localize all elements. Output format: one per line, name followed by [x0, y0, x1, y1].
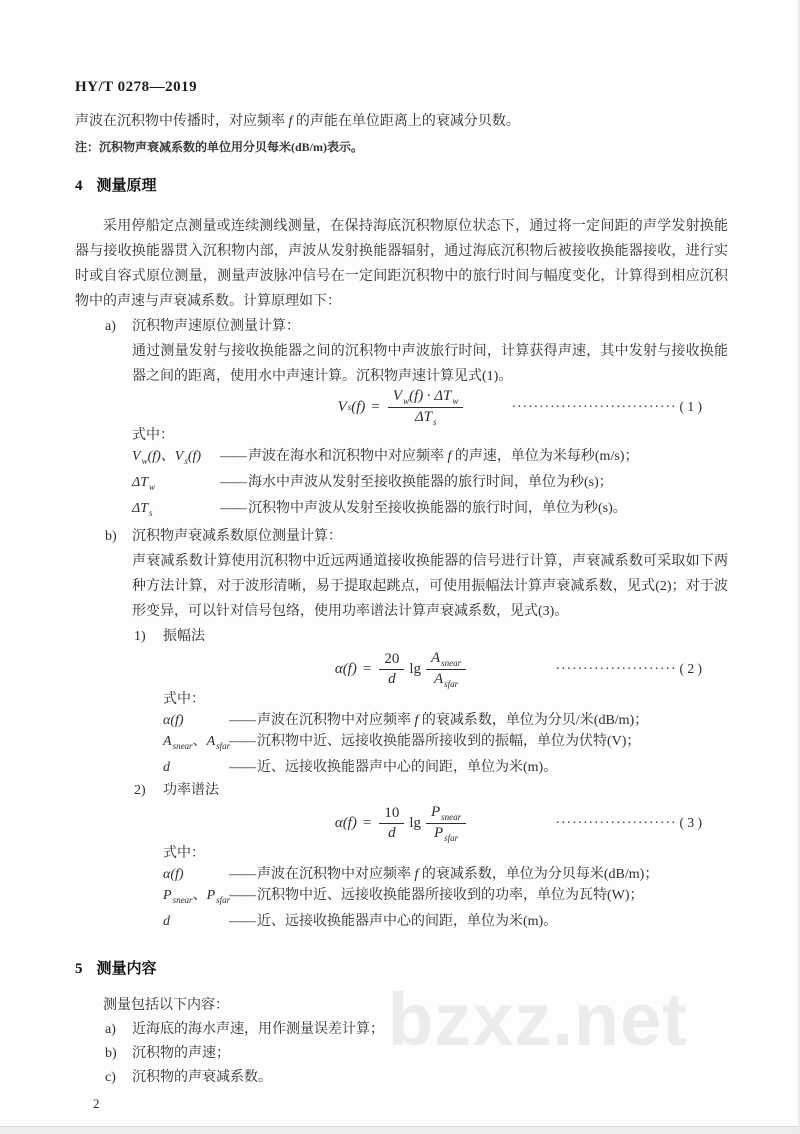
sym-p-sub2: sfar	[216, 895, 231, 905]
equation-3	[75, 803, 728, 843]
list-item-b-body: 声衰减系数计算使用沉积物中近远两通道接收换能器的信号进行计算，声衰减系数可采取如下两种方法计算，对于波形清晰，易于提取起跳点，可使用振幅法计算声衰减系数，见式(2)；对于波形变异，可以针对信号包络，使用功率谱法计算声衰减系数，见式(3)。	[132, 554, 728, 619]
eq1-num-arg: (f)	[409, 387, 424, 404]
sym-alpha-base: α	[163, 867, 171, 882]
eq3-coef-num: 10	[379, 805, 404, 824]
sym-v-b2: V	[174, 449, 184, 464]
sym-a-sub2: sfar	[216, 741, 231, 751]
section-5-intro: 测量包括以下内容：	[103, 998, 229, 1013]
eq2-ratio-den	[426, 670, 466, 689]
desc-post: 的衰减系数，单位为分贝/米(dB/m)；	[418, 713, 649, 728]
eq1-den-dt: ΔT	[414, 408, 432, 425]
em-dash: ——	[229, 867, 255, 882]
eq1-lhs-arg: (f)	[351, 398, 366, 415]
section-4-heading	[75, 177, 728, 196]
sym-a-b1: A	[163, 734, 172, 749]
page-bottom-edge	[0, 1126, 798, 1134]
list-item-b-content	[132, 524, 728, 624]
sym-v-b1: V	[132, 449, 141, 464]
eq3-lg-operator: lg	[409, 814, 421, 831]
sub-item-2-label: 2)	[134, 783, 146, 798]
eq3-lhs-arg: (f)	[342, 814, 357, 831]
sym-v-sub2: s	[184, 456, 188, 466]
section-4-title: 测量原理	[96, 178, 157, 194]
eq1-num-v: V	[392, 387, 403, 404]
section-5-item-a	[75, 1018, 728, 1042]
list-item-b-title: 沉积物声衰减系数原位测量计算：	[132, 529, 342, 544]
desc-pre: 声波在沉积物中对应频率	[257, 713, 415, 728]
eq1-symbol-table	[75, 446, 728, 524]
sym-v-m1: (f)、	[147, 449, 175, 464]
eq1-num-dt-sub: w	[452, 395, 459, 406]
eq1-symbol-dts	[132, 498, 220, 524]
eq2-symbol-row-alpha	[163, 710, 728, 731]
eq3-symbol-powers	[163, 885, 229, 911]
section-5-item-c	[75, 1066, 728, 1090]
eq1-symbol-v-desc	[248, 446, 728, 472]
sym-a-sep: 、	[192, 734, 207, 749]
eq3-dot-leader: ······················	[555, 815, 677, 830]
eq3-ratio-num-sub: snear	[441, 811, 462, 822]
desc-var-f: f	[447, 449, 452, 464]
section-5-item-c-text: 沉积物的声衰减系数。	[132, 1070, 272, 1085]
eq3-ratio-num	[426, 804, 466, 824]
eq1-symbol-row-dtw	[132, 472, 728, 498]
eq2-symbol-amplitudes	[163, 731, 229, 757]
sub-item-1	[75, 624, 728, 649]
section-5-title: 测量内容	[96, 961, 157, 977]
definition-pre: 声波在沉积物中传播时，对应频率	[75, 114, 289, 129]
sub-item-1-title: 振幅法	[163, 629, 205, 644]
eq1-symbol-row-v	[132, 446, 728, 472]
eq1-den-dt-sub: s	[432, 416, 437, 427]
equation-1-reference	[512, 399, 702, 415]
eq2-coef-den: d	[388, 670, 396, 687]
definition-variable-f: f	[288, 114, 293, 129]
equation-1	[75, 389, 728, 425]
eq1-symbol-dtw	[132, 472, 220, 498]
eq1-symbol-row-dts	[132, 498, 728, 524]
em-dash: ——	[220, 475, 246, 490]
watermark: bzxz.net	[388, 978, 688, 1061]
section-4-number: 4	[75, 178, 83, 194]
eq2-dot-leader: ······················	[555, 661, 677, 676]
eq2-symbol-alpha	[163, 710, 229, 731]
equation-3-math	[335, 804, 468, 843]
where-label-2: 式中：	[163, 692, 205, 707]
sym-p-b2: P	[206, 888, 216, 903]
eq2-coef-fraction	[379, 651, 404, 688]
eq3-number: ( 3 )	[679, 815, 702, 830]
equation-2-reference	[556, 661, 702, 677]
eq1-symbol-dtw-desc: 海水中声波从发射至接收换能器的旅行时间，单位为秒(s)；	[248, 475, 613, 490]
eq3-ratio-den	[426, 824, 466, 843]
eq2-coef-num: 20	[379, 651, 404, 670]
equation-3-reference	[556, 815, 702, 831]
list-item-a-content	[132, 314, 728, 389]
eq2-symbol-d-desc: 近、远接收换能器声中心的间距，单位为米(m)。	[257, 760, 558, 775]
page-number: 2	[93, 1096, 100, 1111]
section-5-heading	[75, 960, 728, 979]
eq2-ratio-num-sub: snear	[441, 657, 462, 668]
list-item-a-label: a)	[105, 319, 116, 334]
eq2-ratio-num-base: A	[431, 649, 441, 666]
eq1-denominator	[388, 408, 464, 427]
sym-a-b2: A	[206, 734, 216, 749]
list-item-a-title: 沉积物声速原位测量计算：	[132, 319, 300, 334]
section-5-item-a-label: a)	[105, 1022, 116, 1037]
eq1-numerator	[388, 388, 464, 408]
em-dash: ——	[229, 760, 255, 775]
section-5-item-c-label: c)	[105, 1070, 116, 1085]
eq1-lhs-sub: s	[347, 402, 352, 412]
eq3-symbol-row-d	[163, 911, 728, 932]
eq3-symbol-table	[75, 864, 728, 932]
definition-line	[75, 112, 728, 131]
eq3-symbol-alpha-desc	[257, 864, 728, 885]
sub-item-2-title: 功率谱法	[163, 783, 219, 798]
eq3-symbol-alpha	[163, 864, 229, 885]
eq2-symbol-d	[163, 757, 229, 778]
eq3-coef-den: d	[388, 824, 396, 841]
em-dash: ——	[229, 734, 255, 749]
eq3-ratio-den-sub: sfar	[444, 832, 459, 843]
eq1-symbol-v	[132, 446, 220, 472]
eq1-num-v-sub: w	[403, 395, 410, 406]
eq3-symbol-d	[163, 911, 229, 932]
section-5-item-b	[75, 1042, 728, 1066]
eq3-symbol-row-powers	[163, 885, 728, 911]
eq3-symbol-d-desc: 近、远接收换能器声中心的间距，单位为米(m)。	[257, 914, 558, 929]
eq1-number: ( 1 )	[679, 399, 702, 414]
desc-pre: 声波在海水和沉积物中对应频率	[248, 449, 448, 464]
eq2-symbol-row-amplitudes	[163, 731, 728, 757]
sym-p-b1: P	[163, 888, 172, 903]
list-item-a	[75, 314, 728, 389]
sub-item-2	[75, 778, 728, 803]
sym-d-base: d	[163, 914, 170, 929]
eq3-ratio-num-base: P	[431, 803, 441, 820]
sym-v-sub1: w	[141, 456, 148, 466]
equation-1-math	[338, 388, 466, 427]
eq3-symbol-row-alpha	[163, 864, 728, 885]
em-dash: ——	[220, 501, 246, 516]
sym-v-m2: (f)	[187, 449, 202, 464]
eq2-symbol-alpha-desc	[257, 710, 728, 731]
sym-dts-sub: s	[149, 508, 153, 518]
equation-2	[75, 649, 728, 689]
section-5-item-b-label: b)	[105, 1046, 117, 1061]
eq1-fraction	[388, 388, 464, 427]
eq3-ratio-den-base: P	[433, 824, 444, 841]
eq2-lg-operator: lg	[409, 660, 421, 677]
list-item-b-label: b)	[105, 529, 117, 544]
eq1-lhs-base: V	[337, 398, 347, 415]
note-line: 注：沉积物声衰减系数的单位用分贝每米(dB/m)表示。	[75, 140, 364, 154]
desc-var-f: f	[414, 713, 419, 728]
where-label-1: 式中：	[132, 428, 174, 443]
sub-item-1-label: 1)	[134, 629, 146, 644]
em-dash: ——	[229, 888, 255, 903]
sym-d-base: d	[163, 760, 170, 775]
eq3-symbol-powers-desc: 沉积物中近、远接收换能器所接收到的功率，单位为瓦特(W)；	[257, 888, 644, 903]
desc-var-f: f	[414, 867, 419, 882]
section-5-item-a-text: 近海底的海水声速，用作测量误差计算；	[132, 1022, 384, 1037]
sym-a-sub1: snear	[172, 741, 193, 751]
em-dash: ——	[220, 449, 246, 464]
eq1-equals: =	[371, 398, 380, 415]
eq2-lhs: α	[334, 660, 343, 677]
eq3-lhs: α	[334, 814, 343, 831]
eq2-symbol-table	[75, 710, 728, 778]
section-5-item-b-text: 沉积物的声速；	[132, 1046, 230, 1061]
eq2-equals: =	[362, 660, 372, 677]
sym-p-sep: 、	[192, 888, 207, 903]
em-dash: ——	[229, 914, 255, 929]
sym-dtw-sub: w	[149, 482, 156, 492]
desc-pre: 声波在沉积物中对应频率	[257, 867, 415, 882]
definition-post: 的声能在单位距离上的衰减分贝数。	[292, 114, 520, 129]
eq2-ratio-den-sub: sfar	[444, 678, 459, 689]
section-5-number: 5	[75, 961, 83, 977]
eq1-symbol-dts-desc: 沉积物中声波从发射至接收换能器的旅行时间，单位为秒(s)。	[248, 501, 627, 516]
desc-post: 的衰减系数，单位为分贝每米(dB/m)；	[418, 867, 659, 882]
eq2-lhs-arg: (f)	[342, 660, 357, 677]
eq1-times-dot: ·	[426, 387, 432, 404]
sym-dtw-base: ΔT	[132, 475, 149, 490]
document-number-header: HY/T 0278—2019	[75, 79, 198, 95]
sym-p-sub1: snear	[172, 895, 193, 905]
desc-post: 的声速，单位为米每秒(m/s)；	[451, 449, 639, 464]
sym-alpha-arg: (f)	[170, 713, 184, 728]
em-dash: ——	[229, 713, 255, 728]
list-item-b	[75, 524, 728, 624]
section-4-intro-paragraph: 采用停船定点测量或连续测线测量，在保持海底沉积物原位状态下，通过将一定间距的声学发射换能器与接收换能器贯入沉积物内部，声波从发射换能器辐射，通过海底沉积物后被接收换能器接收，进行实时或自容式原位测量，测量声波脉冲信号在一定间距沉积物中的旅行时间与幅度变化，计算得到相应沉积物中的声速与声衰减系数。计算原理如下：	[75, 219, 728, 309]
eq3-ratio-fraction	[426, 804, 466, 843]
sym-dts-base: ΔT	[132, 501, 149, 516]
where-label-3: 式中：	[163, 846, 205, 861]
eq2-ratio-fraction	[426, 650, 466, 689]
eq2-number: ( 2 )	[679, 661, 702, 676]
sym-alpha-arg: (f)	[170, 867, 184, 882]
list-item-a-body: 通过测量发射与接收换能器之间的沉积物中声波旅行时间，计算获得声速，其中发射与接收换能器之间的距离，使用水中声速计算。沉积物声速计算见式(1)。	[132, 344, 728, 384]
sym-alpha-base: α	[163, 713, 171, 728]
eq1-num-dt: ΔT	[434, 387, 452, 404]
eq2-symbol-row-d	[163, 757, 728, 778]
eq2-ratio-den-base: A	[433, 670, 444, 687]
eq2-symbol-amplitudes-desc: 沉积物中近、远接收换能器所接收到的振幅，单位为伏特(V)；	[257, 734, 641, 749]
eq3-equals: =	[362, 814, 372, 831]
eq2-ratio-num	[426, 650, 466, 670]
eq3-coef-fraction	[379, 805, 404, 842]
eq1-dot-leader: ······························	[511, 399, 677, 414]
equation-2-math	[335, 650, 468, 689]
